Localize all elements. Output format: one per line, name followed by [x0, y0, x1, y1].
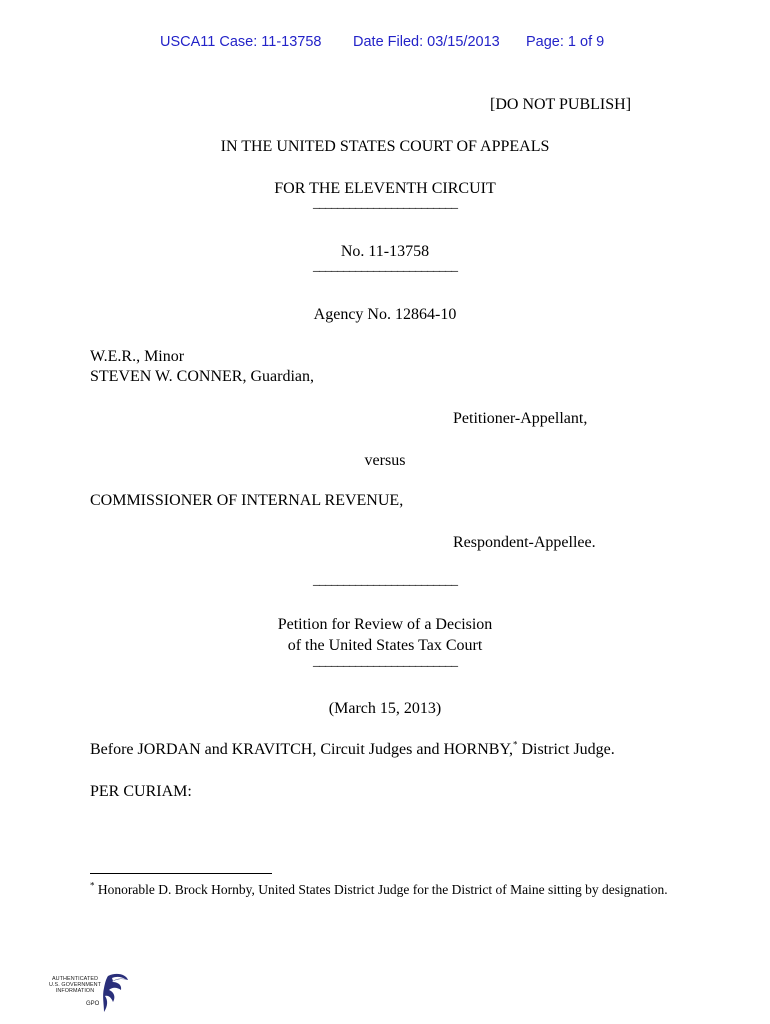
logo-text [42, 976, 108, 995]
respondent-role: Respondent-Appellee. [453, 534, 596, 551]
panel-line [90, 740, 615, 760]
footnote-divider [90, 873, 272, 874]
logo-gpo: GPO [86, 1001, 100, 1007]
petition-line-1: Petition for Review of a Decision [277, 616, 493, 633]
per-curiam: PER CURIAM: [90, 783, 192, 800]
page-number-header: Page: 1 of 9 [526, 34, 605, 50]
petitioner-line-2: STEVEN W. CONNER, Guardian, [90, 368, 314, 385]
rule-4: ________________________ [313, 654, 457, 669]
panel-suffix: District Judge. [517, 741, 615, 758]
logo-line-1: AUTHENTICATED [51, 976, 99, 982]
footnote-mark: * [90, 880, 95, 891]
case-number-header: USCA11 Case: 11-13758 [160, 34, 322, 50]
case-number: No. 11-13758 [340, 243, 430, 260]
rule-1: ________________________ [313, 196, 457, 211]
rule-3: ________________________ [313, 573, 457, 588]
gpo-authentication-logo [42, 972, 132, 1018]
decision-date: (March 15, 2013) [328, 700, 442, 717]
footnote [90, 881, 690, 899]
rule-2: ________________________ [313, 259, 457, 274]
petitioner-line-1: W.E.R., Minor [90, 348, 185, 365]
petitioner-role: Petitioner-Appellant, [453, 410, 588, 427]
petition-line-2: of the United States Tax Court [287, 637, 483, 654]
eagle-icon [102, 972, 130, 1016]
respondent: COMMISSIONER OF INTERNAL REVENUE, [90, 492, 404, 509]
circuit-name: FOR THE ELEVENTH CIRCUIT [274, 180, 496, 197]
logo-line-3: INFORMATION [55, 988, 95, 995]
publish-status: [DO NOT PUBLISH] [490, 96, 632, 113]
footnote-text: Honorable D. Brock Hornby, United States District Judge for the District of Maine sitting by designation. [94, 882, 668, 897]
versus: versus [364, 452, 406, 469]
footnote-reference[interactable]: * [512, 739, 518, 750]
panel-text: Before JORDAN and KRAVITCH, Circuit Judges and HORNBY, [90, 741, 513, 758]
court-name: IN THE UNITED STATES COURT OF APPEALS [220, 138, 550, 155]
logo-line-2: U.S. GOVERNMENT [48, 982, 102, 989]
date-filed-header: Date Filed: 03/15/2013 [353, 34, 500, 50]
agency-number: Agency No. 12864-10 [313, 306, 457, 323]
